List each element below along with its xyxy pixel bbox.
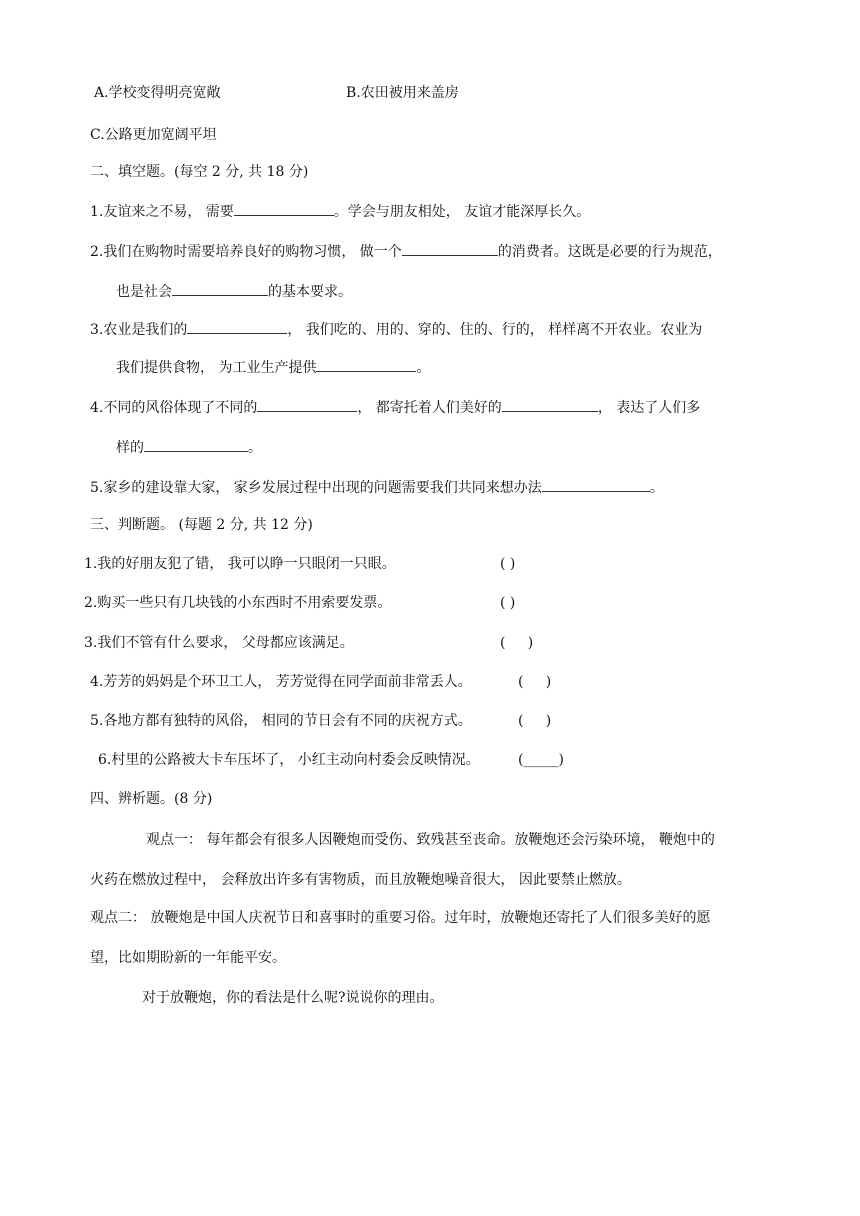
fill-q2-text-2: 的消费者。这既是必要的行为规范， <box>497 244 722 260</box>
judge-item-5: 5.各地方都有独特的风俗， 相同的节日会有不同的庆祝方式。 <box>90 713 472 729</box>
judge-section-heading: 三、判断题。 (每题 2 分, 共 12 分) <box>90 517 313 533</box>
fill-q3-text-1: 3.农业是我们的 <box>90 322 188 338</box>
fill-q4-text-3: ， 表达了人们多 <box>597 400 701 416</box>
judge-item-3: 3.我们不管有什么要求， 父母都应该满足。 <box>84 635 354 651</box>
fill-q4-text-2: ， 都寄托着人们美好的 <box>357 400 502 416</box>
fill-q1-text-1: 1.友谊来之不易， 需要 <box>90 204 234 220</box>
analysis-section-heading: 四、辨析题。(8 分) <box>90 791 213 807</box>
viewpoint-2-line-2: 望，比如期盼新的一年能平安。 <box>90 950 286 966</box>
fill-q4-text-1: 4.不同的风俗体现了不同的 <box>90 400 258 416</box>
answer-blank[interactable] <box>234 200 334 216</box>
fill-question-2-cont <box>116 280 352 302</box>
answer-blank[interactable] <box>542 476 650 492</box>
answer-parentheses[interactable]: (_____) <box>518 752 564 768</box>
fill-q2-text-1: 2.我们在购物时需要培养良好的购物习惯， 做一个 <box>90 244 402 260</box>
judge-item-4: 4.芳芳的妈妈是个环卫工人， 芳芳觉得在同学面前非常丢人。 <box>90 674 472 690</box>
option-a: A.学校变得明亮宽敞 <box>94 85 221 101</box>
fill-question-4 <box>90 396 700 418</box>
viewpoint-1-line-2: 火药在燃放过程中， 会释放出许多有害物质，而且放鞭炮噪音很大， 因此要禁止燃放。 <box>90 872 631 888</box>
fill-q2-text-3: 也是社会 <box>116 284 172 300</box>
answer-parentheses[interactable]: ( ) <box>500 635 534 651</box>
answer-blank[interactable] <box>402 240 498 256</box>
answer-blank[interactable] <box>187 318 287 334</box>
judge-item-6: 6.村里的公路被大卡车压坏了， 小红主动向村委会反映情况。 <box>98 752 480 768</box>
answer-blank[interactable] <box>257 396 357 412</box>
option-c: C.公路更加宽阔平坦 <box>90 127 217 143</box>
answer-blank[interactable] <box>502 396 598 412</box>
answer-blank[interactable] <box>172 280 268 296</box>
fill-q1-text-2: 。学会与朋友相处， 友谊才能深厚长久。 <box>333 204 591 220</box>
analysis-question: 对于放鞭炮，你的看法是什么呢?说说你的理由。 <box>142 990 444 1006</box>
fill-question-4-cont <box>116 436 262 458</box>
fill-q4-text-4: 样的 <box>116 440 144 456</box>
answer-blank[interactable] <box>144 436 248 452</box>
fill-question-2 <box>90 240 722 262</box>
viewpoint-1-line-1: 观点一： 每年都会有很多人因鞭炮而受伤、致残甚至丧命。放鞭炮还会污染环境， 鞭炮中的 <box>146 832 715 848</box>
judge-item-1: 1.我的好朋友犯了错， 我可以睁一只眼闭一只眼。 <box>84 556 396 572</box>
fill-q5-text-2: 。 <box>649 480 664 496</box>
fill-question-3-cont <box>116 356 430 378</box>
answer-parentheses[interactable]: ( ) <box>518 674 552 690</box>
viewpoint-2-line-1: 观点二： 放鞭炮是中国人庆祝节日和喜事时的重要习俗。过年时，放鞭炮还寄托了人们很多美好的愿 <box>90 910 711 926</box>
answer-parentheses[interactable]: ( ) <box>500 595 516 611</box>
judge-item-2: 2.购买一些只有几块钱的小东西时不用索要发票。 <box>84 595 392 611</box>
fill-question-3 <box>90 318 702 340</box>
answer-parentheses[interactable]: ( ) <box>500 556 516 572</box>
fill-question-1 <box>90 200 590 222</box>
fill-q2-text-4: 的基本要求。 <box>268 284 352 300</box>
answer-parentheses[interactable]: ( ) <box>518 713 552 729</box>
option-b: B.农田被用来盖房 <box>346 85 459 101</box>
fill-q3-text-2: ， 我们吃的、用的、穿的、住的、行的， 样样离不开农业。农业为 <box>287 322 703 338</box>
fill-section-heading: 二、填空题。(每空 2 分, 共 18 分) <box>90 164 309 180</box>
answer-blank[interactable] <box>316 356 416 372</box>
fill-q3-text-4: 。 <box>416 360 431 376</box>
fill-question-5 <box>90 476 664 498</box>
fill-q3-text-3: 我们提供食物， 为工业生产提供 <box>116 360 317 376</box>
fill-q5-text-1: 5.家乡的建设靠大家， 家乡发展过程中出现的问题需要我们共同来想办法 <box>90 480 542 496</box>
fill-q4-text-5: 。 <box>248 440 262 456</box>
